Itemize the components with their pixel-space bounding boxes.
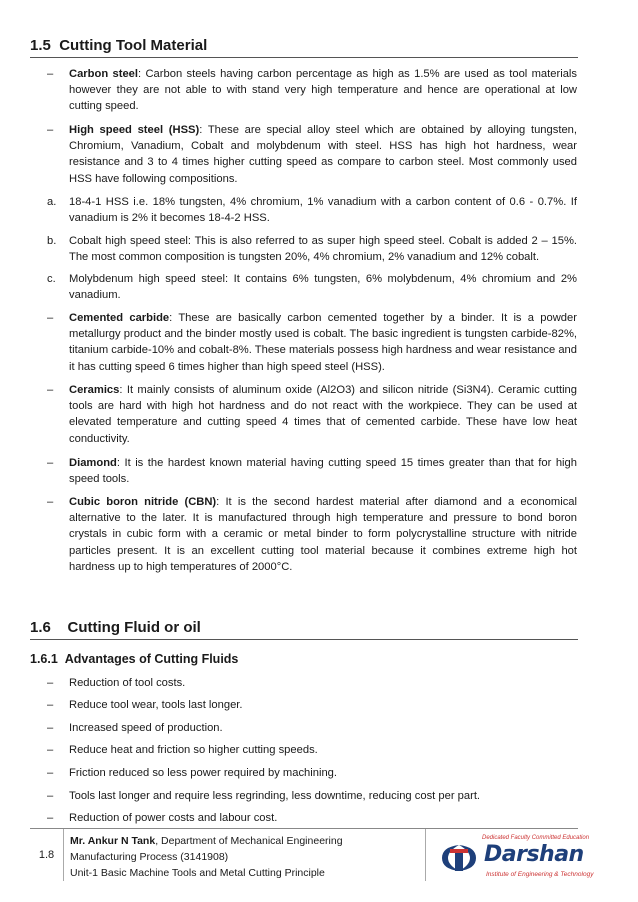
list-item-diamond: [47, 455, 577, 487]
list-marker: –: [47, 677, 54, 689]
section-number: 1.6: [30, 619, 51, 636]
description: : These are special alloy steel which are obtained by alloying tungsten, Chromium, Vanadium, Cobalt and molybdenum with steel. HSS has high hot hardness, wear resistance and 3 to 4 times higher cutting speed as compare to carbon steel. Most commonly used HSS have following compositions.: [69, 124, 577, 185]
list-item-ceramics: [47, 382, 577, 447]
description: 18-4-1 HSS i.e. 18% tungsten, 4% chromium, 1% vanadium with a carbon content of 0.6 - 0.7%. If vanadium is 2% it becomes 18-4-2 HSS.: [69, 196, 577, 225]
section-number: 1.5: [30, 37, 51, 54]
list-item-hss-18-4-1: [47, 194, 577, 226]
logo-wordmark: Darshan: [484, 842, 584, 867]
description: Reduce tool wear, tools last longer.: [69, 699, 243, 711]
description: : Carbon steels having carbon percentage as high as 1.5% are used as tool materials however they are not able to with stand very high temperature and hence are operational at low cutting speed.: [69, 68, 578, 113]
list-item-hss: [47, 122, 577, 187]
subsection-heading-1-6-1: [30, 652, 238, 666]
list-item-cbn: [47, 494, 577, 575]
term: High speed steel (HSS): [69, 124, 200, 136]
list-item: [47, 788, 577, 804]
list-item: [47, 675, 577, 691]
subsection-title: Advantages of Cutting Fluids: [64, 652, 239, 666]
section-title: Cutting Tool Material: [59, 37, 208, 54]
description: Reduce heat and friction so higher cutting speeds.: [69, 744, 318, 756]
page-footer: [30, 828, 594, 883]
page-number: 1.8: [38, 849, 55, 861]
list-item-carbon-steel: [47, 66, 578, 115]
list-marker: b.: [47, 235, 57, 247]
section-heading-1-6: [30, 619, 578, 640]
list-marker: –: [47, 767, 54, 779]
list-item: [47, 697, 577, 713]
logo-emblem-icon: [438, 841, 480, 875]
term: Cubic boron nitride (CBN): [69, 496, 217, 508]
description: Increased speed of production.: [69, 722, 223, 734]
term: Ceramics: [69, 384, 120, 396]
list-marker: –: [47, 124, 54, 136]
description: Reduction of tool costs.: [69, 677, 186, 689]
footer-text: [70, 833, 343, 881]
description: Cobalt high speed steel: This is also referred to as super high speed steel. Cobalt is added 2 – 15%. The most common composition is tungsten 20%, 4% chromium, 2% vanadium and 12% cobalt.: [69, 235, 577, 264]
logo-tagline: Dedicated Faculty Committed Education: [482, 835, 590, 841]
description: Tools last longer and require less regrinding, less downtime, reducing cost per part.: [69, 790, 481, 802]
list-marker: –: [47, 722, 54, 734]
description: Molybdenum high speed steel: It contains 6% tungsten, 6% molybdenum, 4% chromium and 2% vanadium.: [69, 273, 577, 302]
author-name: Mr. Ankur N Tank: [70, 835, 156, 847]
footer-divider: [63, 829, 64, 881]
section-heading-1-5: [30, 37, 578, 58]
list-marker: a.: [47, 196, 57, 208]
list-item-cemented-carbide: [47, 310, 577, 375]
description: Reduction of power costs and labour cost.: [69, 812, 278, 824]
list-marker: –: [47, 790, 54, 802]
list-item-cobalt-hss: [47, 233, 577, 265]
subsection-number: 1.6.1: [30, 652, 58, 666]
list-marker: –: [47, 312, 54, 324]
term: Diamond: [69, 457, 117, 469]
term: Cemented carbide: [69, 312, 170, 324]
description: : It is the hardest known material having cutting speed 15 times greater than that for high speed tools.: [69, 457, 577, 486]
logo-subtitle: Institute of Engineering & Technology: [486, 871, 594, 878]
list-item-molybdenum-hss: [47, 271, 577, 303]
unit-name: Unit-1 Basic Machine Tools and Metal Cutting Principle: [70, 867, 325, 879]
list-marker: –: [47, 68, 54, 80]
list-item: [47, 810, 577, 826]
description: : It mainly consists of aluminum oxide (Al2O3) and silicon nitride (Si3N4). Ceramic cutting tools are hard with high hot hardness and do not react with the workpiece. They can be used at elevated temperature and cutting speed 4 times that of cemented carbide. These have low heat conductivity.: [69, 384, 577, 445]
list-marker: –: [47, 457, 54, 469]
description: : It is the second hardest material after diamond and a economical alternative to the later. It is manufactured through high temperature and pressure to bond boron crystals in cubic form with a ceramic or metal binder to form polycrystalline structure with nitride particles present. It is an excellent cutting tool material because it combines extreme high hot hardness up to high temperatures of 2000°C.: [69, 496, 577, 573]
term: Carbon steel: [69, 68, 139, 80]
list-marker: –: [47, 384, 54, 396]
department: , Department of Mechanical Engineering: [155, 835, 343, 847]
list-item: [47, 742, 577, 758]
description: Friction reduced so less power required by machining.: [69, 767, 338, 779]
list-marker: –: [47, 744, 54, 756]
footer-divider: [425, 829, 426, 881]
institute-logo: [438, 835, 594, 879]
course-name: Manufacturing Process (3141908): [70, 851, 229, 863]
list-marker: –: [47, 699, 54, 711]
section-title: Cutting Fluid or oil: [67, 619, 201, 636]
description: : These are basically carbon cemented together by a binder. It is a powder metallurgy product and the binder mostly used is cobalt. The basic ingredient is tungsten carbide-82%, titanium carbide-10% and cobalt-8%. These materials possess high hardness and wear resistance and it has cutting speed 6 times higher than high speed steel (HSS).: [69, 312, 577, 373]
list-marker: –: [47, 812, 54, 824]
list-marker: –: [47, 496, 54, 508]
list-marker: c.: [47, 273, 56, 285]
list-item: [47, 765, 577, 781]
list-item: [47, 720, 577, 736]
